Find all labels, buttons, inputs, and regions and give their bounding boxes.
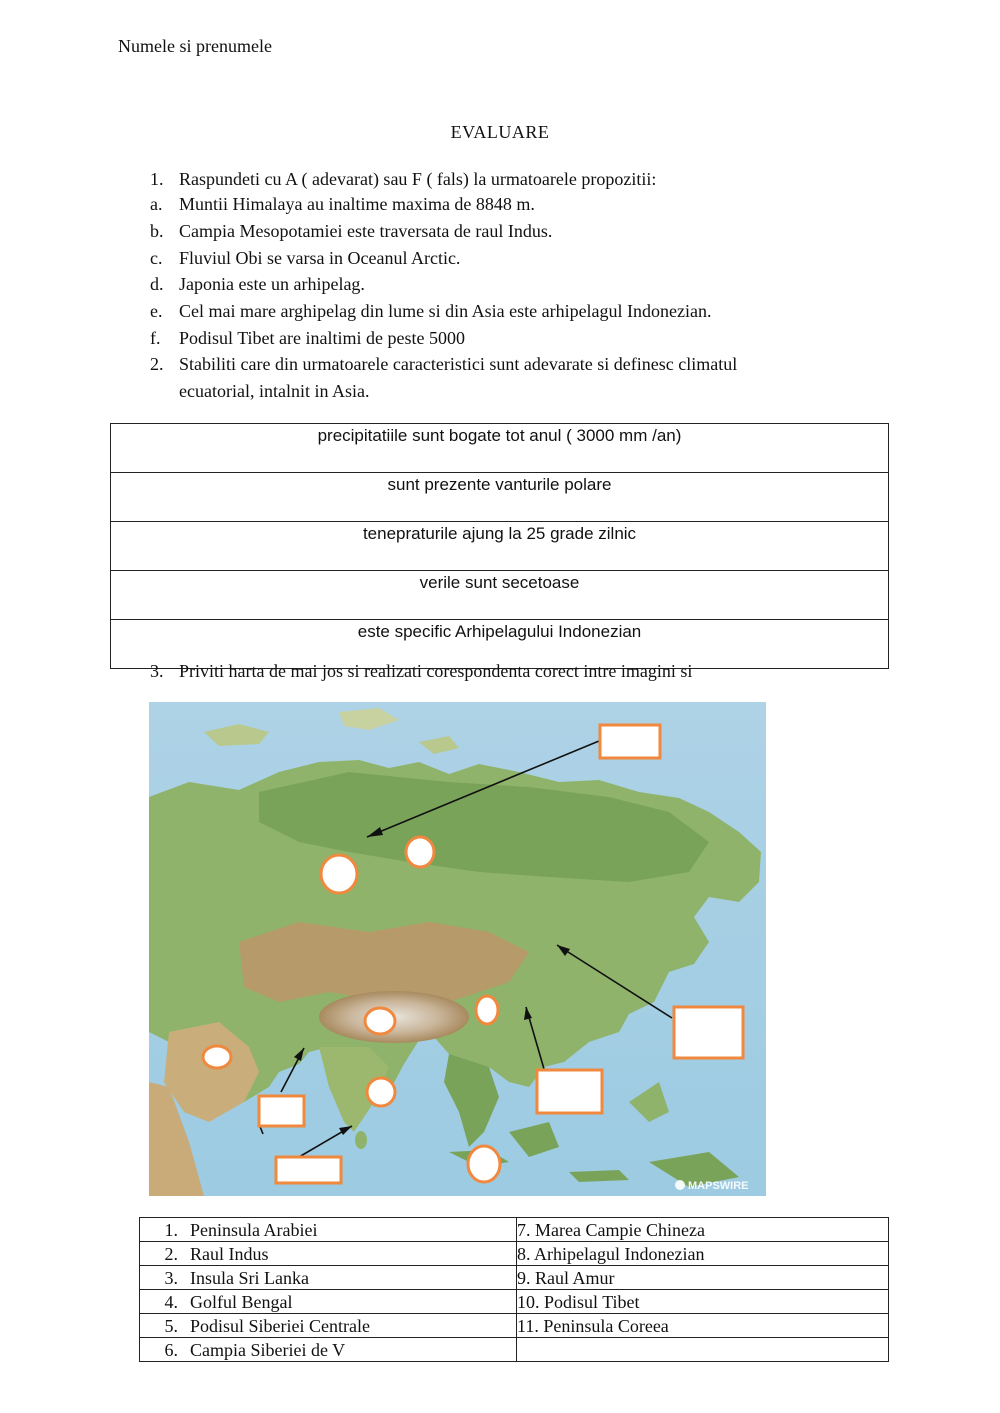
legend-table <box>139 1217 889 1362</box>
legend-cell <box>140 1338 517 1362</box>
map-watermark: MAPSWIRE <box>688 1180 749 1192</box>
statement-text: Campia Mesopotamiei este traversata de raul Indus. <box>179 221 553 241</box>
statement-text: Muntii Himalaya au inaltime maxima de 8848 m. <box>179 194 535 214</box>
name-label: Numele si prenumele <box>118 36 272 56</box>
statement-text: Fluviul Obi se varsa in Oceanul Arctic. <box>179 248 461 268</box>
answer-circle[interactable] <box>406 837 434 867</box>
answer-box[interactable] <box>600 725 660 758</box>
climate-options-table <box>110 423 889 669</box>
answer-circle[interactable] <box>365 1008 395 1034</box>
statement-letter: d. <box>150 274 164 294</box>
answer-circle[interactable] <box>468 1146 500 1182</box>
question-text: Raspundeti cu A ( adevarat) sau F ( fals) la urmatoarele propozitii: <box>179 169 657 189</box>
legend-cell: 8. Arhipelagul Indonezian <box>517 1242 889 1266</box>
legend-label: Peninsula Arabiei <box>190 1219 318 1240</box>
option-cell[interactable]: este specific Arhipelagului Indonezian <box>111 620 889 669</box>
sri-lanka-island <box>355 1131 367 1149</box>
indonesia-island <box>569 1170 629 1182</box>
statement-letter: a. <box>150 194 163 214</box>
statement-letter: b. <box>150 221 164 241</box>
map-svg <box>149 702 766 1196</box>
legend-cell <box>140 1314 517 1338</box>
question-number: 1. <box>150 169 164 189</box>
legend-number: 6. <box>164 1339 178 1360</box>
legend-label: Golful Bengal <box>190 1291 293 1312</box>
answer-circle[interactable] <box>203 1046 231 1068</box>
statement-letter: e. <box>150 301 163 321</box>
legend-cell: 7. Marea Campie Chineza <box>517 1218 889 1242</box>
legend-number: 3. <box>164 1267 178 1288</box>
asia-physical-map <box>149 702 766 1196</box>
legend-label: Insula Sri Lanka <box>190 1267 309 1288</box>
table-row <box>140 1218 889 1242</box>
table-row[interactable] <box>111 571 889 620</box>
question-number: 3. <box>150 661 164 681</box>
table-row[interactable] <box>111 424 889 473</box>
answer-box[interactable] <box>674 1007 743 1058</box>
mapswire-logo-icon <box>675 1180 685 1190</box>
question-text: ecuatorial, intalnit in Asia. <box>179 381 370 401</box>
table-row <box>140 1338 889 1362</box>
answer-circle[interactable] <box>476 996 498 1024</box>
table-row[interactable] <box>111 522 889 571</box>
question-text: Priviti harta de mai jos si realizati corespondenta corect intre imagini si <box>179 661 693 681</box>
answer-circle[interactable] <box>321 855 357 893</box>
page-title: EVALUARE <box>450 122 550 142</box>
statement-letter: c. <box>150 248 163 268</box>
option-cell[interactable]: tenepraturile ajung la 25 grade zilnic <box>111 522 889 571</box>
legend-label: Campia Siberiei de V <box>190 1339 346 1360</box>
answer-circle[interactable] <box>367 1078 395 1106</box>
table-row <box>140 1266 889 1290</box>
statement-text: Japonia este un arhipelag. <box>179 274 365 294</box>
legend-cell <box>517 1338 889 1362</box>
question-text: Stabiliti care din urmatoarele caracteristici sunt adevarate si definesc climatul <box>179 354 738 374</box>
table-row <box>140 1314 889 1338</box>
table-row[interactable] <box>111 473 889 522</box>
answer-box[interactable] <box>259 1096 304 1126</box>
question-number: 2. <box>150 354 164 374</box>
table-row <box>140 1290 889 1314</box>
legend-label: Raul Indus <box>190 1243 269 1264</box>
statement-text: Cel mai mare arghipelag din lume si din Asia este arhipelagul Indonezian. <box>179 301 712 321</box>
table-row <box>140 1242 889 1266</box>
legend-number: 2. <box>164 1243 178 1264</box>
legend-cell <box>140 1266 517 1290</box>
statement-letter: f. <box>150 328 161 348</box>
option-cell[interactable]: precipitatiile sunt bogate tot anul ( 3000 mm /an) <box>111 424 889 473</box>
legend-cell: 10. Podisul Tibet <box>517 1290 889 1314</box>
answer-box[interactable] <box>537 1070 602 1113</box>
legend-cell <box>140 1218 517 1242</box>
answer-box[interactable] <box>276 1157 341 1183</box>
legend-number: 4. <box>164 1291 178 1312</box>
legend-number: 5. <box>164 1315 178 1336</box>
statement-text: Podisul Tibet are inaltimi de peste 5000 <box>179 328 465 348</box>
legend-number: 1. <box>164 1219 178 1240</box>
legend-cell <box>140 1290 517 1314</box>
option-cell[interactable]: sunt prezente vanturile polare <box>111 473 889 522</box>
legend-cell <box>140 1242 517 1266</box>
legend-cell: 9. Raul Amur <box>517 1266 889 1290</box>
legend-cell: 11. Peninsula Coreea <box>517 1314 889 1338</box>
option-cell[interactable]: verile sunt secetoase <box>111 571 889 620</box>
legend-label: Podisul Siberiei Centrale <box>190 1315 370 1336</box>
